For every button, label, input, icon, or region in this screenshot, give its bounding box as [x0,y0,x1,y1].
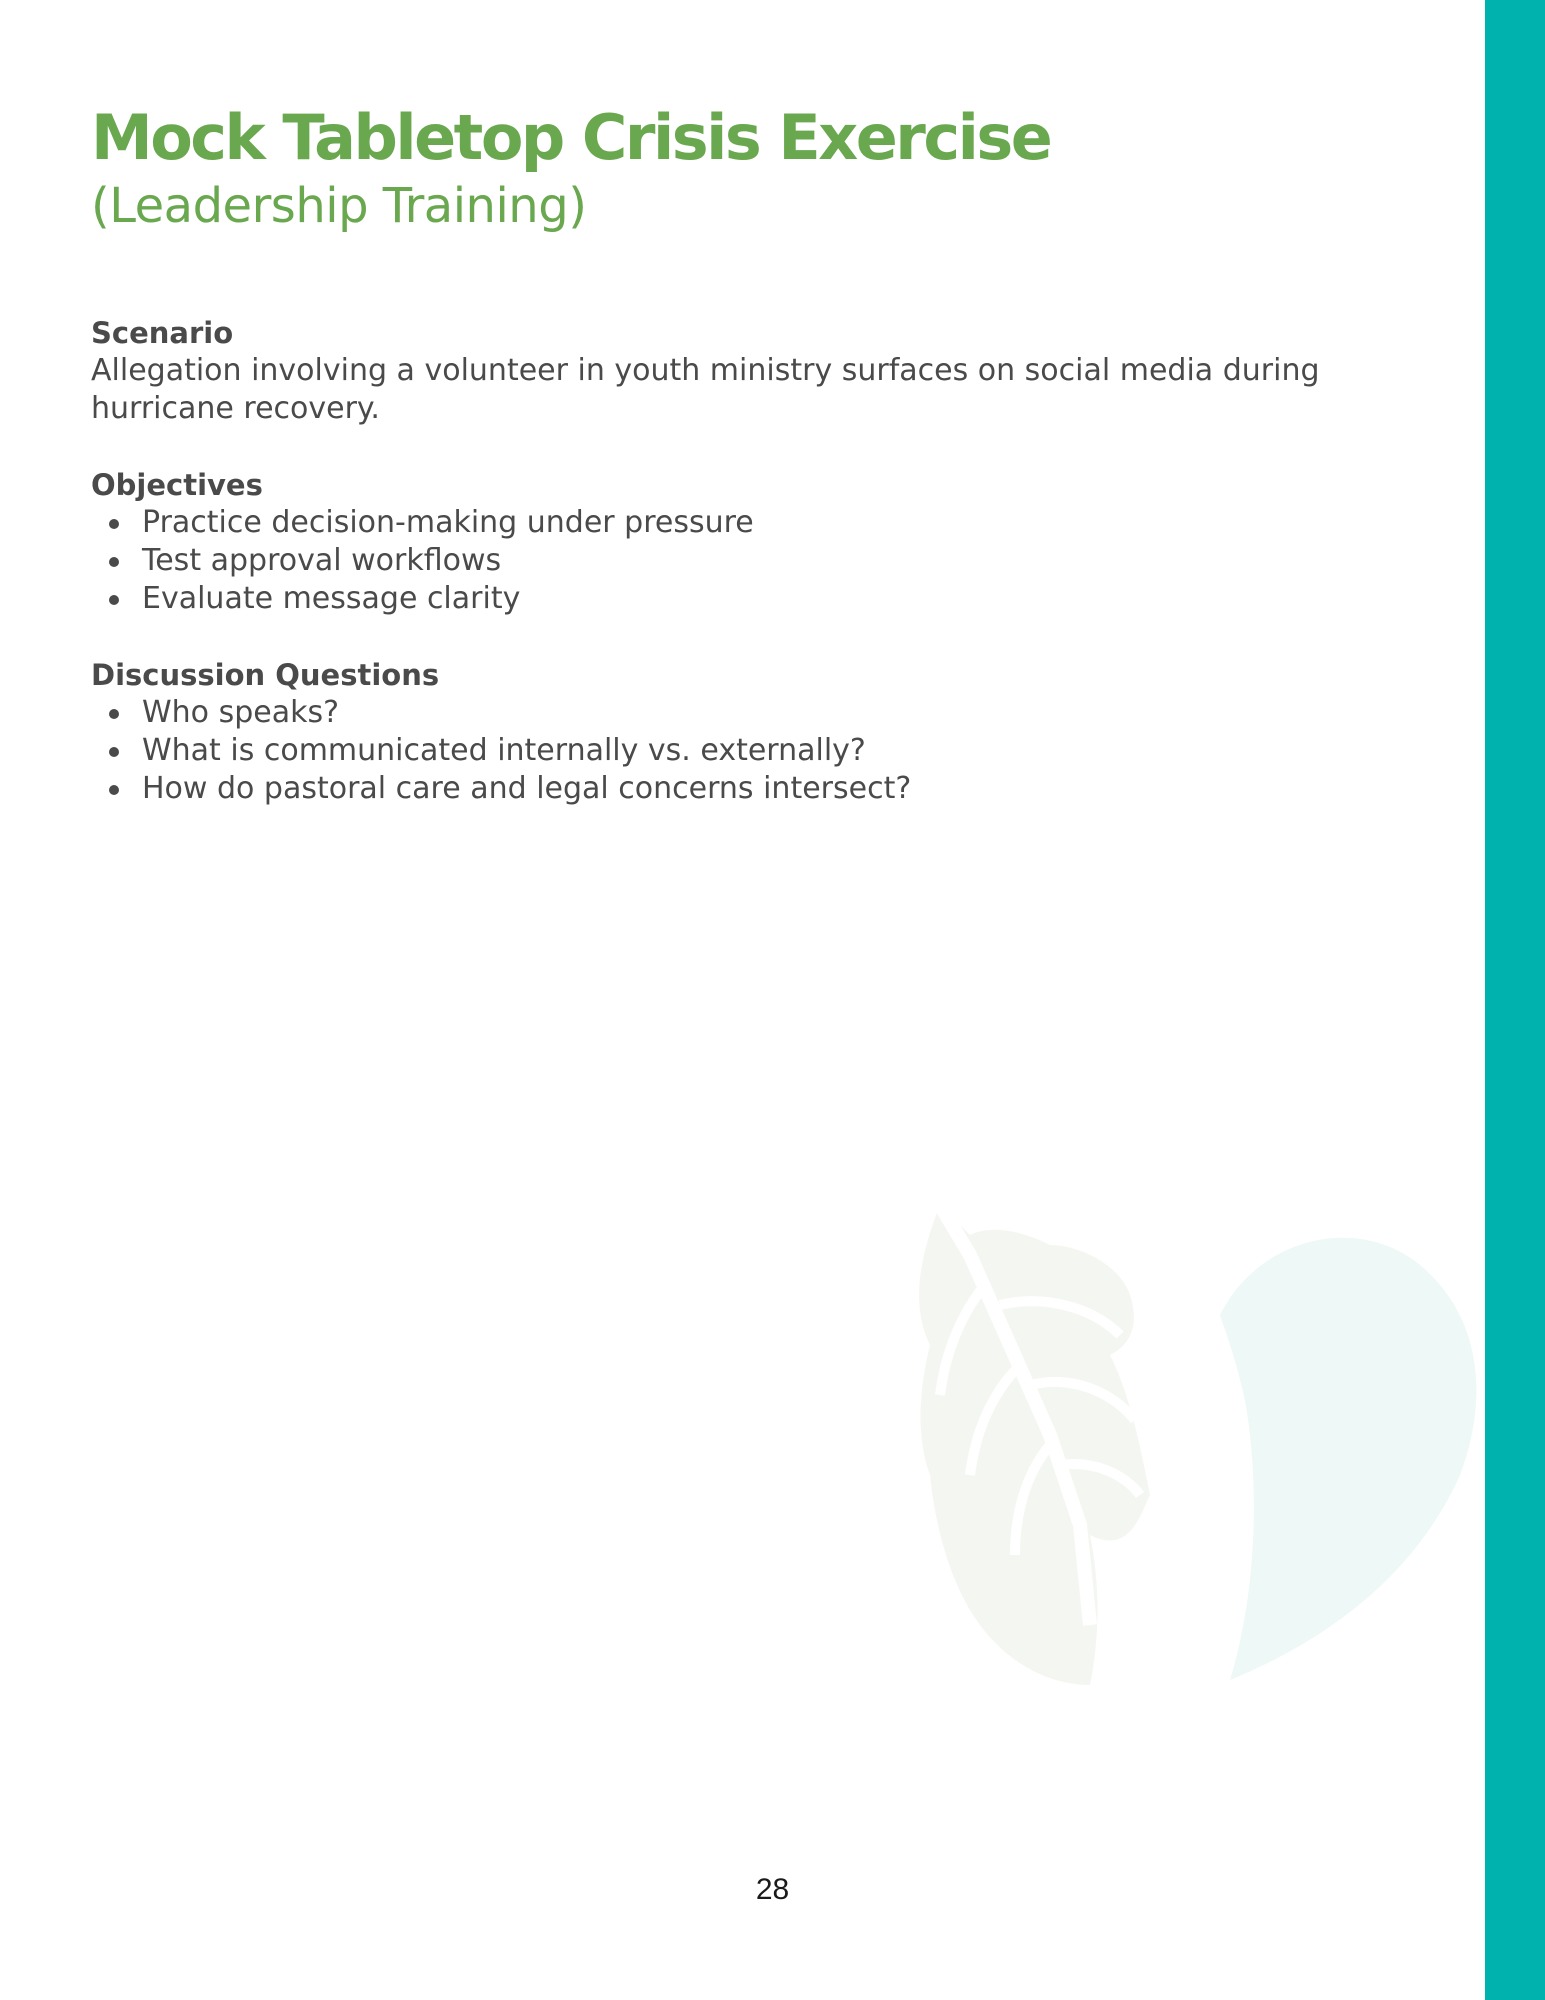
list-item: Practice decision-making under pressure [91,504,1361,542]
list-item: What is communicated internally vs. externally? [91,732,1361,770]
leaf-heart-watermark-icon [900,1195,1490,1695]
objectives-heading: Objectives [91,468,263,502]
side-accent-bar [1485,0,1545,2000]
page-subtitle: (Leadership Training) [91,178,587,234]
heart-shape [1220,1238,1476,1680]
scenario-text: Allegation involving a volunteer in youth ministry surfaces on social media during hurricane recovery. [91,353,1320,426]
objectives-section [91,466,1361,618]
list-item: Test approval workflows [91,542,1361,580]
discussion-heading: Discussion Questions [91,658,440,692]
page-number: 28 [755,1873,790,1906]
objectives-list [91,504,1361,618]
list-item: How do pastoral care and legal concerns intersect? [91,770,1361,808]
list-item: Evaluate message clarity [91,580,1361,618]
page-title: Mock Tabletop Crisis Exercise [91,101,1051,174]
scenario-heading: Scenario [91,316,234,350]
discussion-section [91,656,1361,808]
leaf-shape [919,1205,1150,1685]
list-item: Who speaks? [91,694,1361,732]
page-content [91,100,1361,808]
scenario-section [91,314,1361,428]
discussion-list [91,694,1361,808]
